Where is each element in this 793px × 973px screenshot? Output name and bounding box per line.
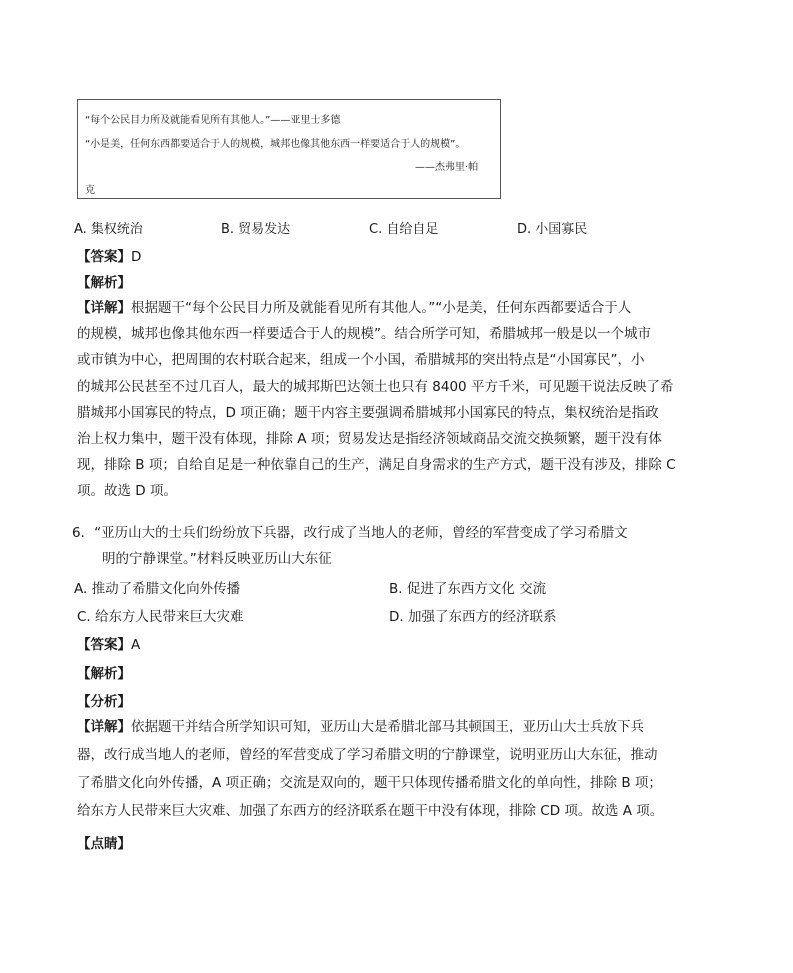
q6-option-a: A. 推动了希腊文化向外传播: [74, 581, 241, 597]
q6-option-d: D. 加强了东西方的经济联系: [389, 609, 557, 625]
q5-detail-line: 的规模，城邦也像其他东西一样要适合于人的规模”。结合所学可知，希腊城邦一般是以一个城市: [77, 326, 651, 343]
q5-option-a: A. 集权统治: [74, 222, 143, 237]
q5-answer-value: D: [131, 249, 142, 265]
q6-answer-label: 【答案】: [77, 637, 131, 653]
q5-detail-label: 【详解】: [77, 300, 131, 316]
q5-detail-line: 的城邦公民甚至不过几百人，最大的城邦斯巴达领土也只有 8400 平方千米，可见题干说法反映了希: [77, 378, 674, 395]
q5-answer: [77, 245, 141, 265]
q6-answer: [77, 633, 140, 653]
q5-option-b: B. 贸易发达: [221, 222, 291, 237]
q6-detail-line: 了希腊文化向外传播，A 项正确；交流是双向的，题干只体现传播希腊文化的单向性，排除 B 项；: [77, 775, 662, 791]
q6-detail: [77, 713, 687, 825]
quote-line-1: “每个公民目力所及就能看见所有其他人。”——亚里士多德: [85, 115, 341, 126]
q5-detail-line: 根据题干“每个公民目力所及就能看见所有其他人。”“小是美，任何东西都要适合于人: [131, 300, 632, 316]
q5-option-d: D. 小国寡民: [517, 222, 588, 237]
q5-detail-line: 或市镇为中心，把周围的农村联合起来，组成一个小国，希腊城邦的突出特点是“小国寡民”，小: [77, 352, 645, 369]
q5-detail-line: 治上权力集中，题干没有体现，排除 A 项；贸易发达是指经济领域商品交流交换频繁，题干没有体: [77, 431, 662, 448]
q6-detail-label: 【详解】: [77, 719, 131, 735]
q5-answer-label: 【答案】: [77, 249, 131, 265]
quote-line-2: “小是美，任何东西都要适合于人的规模，城邦也像其他东西一样要适合于人的规模”。: [85, 139, 466, 150]
q6-comment-label: 【点睛】: [77, 836, 131, 852]
q6-stem: [72, 520, 682, 572]
quote-line-4: 克: [85, 185, 95, 196]
q6-detail-line: 依据题干并结合所学知识可知，亚历山大是希腊北部马其顿国王，亚历山大士兵放下兵: [131, 719, 644, 735]
quote-box: [77, 99, 501, 199]
q5-detail-line: 现，排除 B 项；自给自足是一种依靠自己的生产，满足自身需求的生产方式，题干没有涉及，排除 C: [77, 457, 676, 474]
quote-attribution: ——杰弗里·帕: [415, 162, 479, 173]
q5-analysis-label: 【解析】: [77, 275, 131, 291]
q5-detail-line: 项。故选 D 项。: [77, 483, 177, 500]
q6-detail-line: 器，改行成当地人的老师，曾经的军营变成了学习希腊文明的宁静课堂，说明亚历山大东征，推动: [77, 747, 658, 763]
q6-detail-line: 给东方人民带来巨大灾难、加强了东西方的经济联系在题干中没有体现，排除 CD 项。故选 A 项。: [77, 803, 664, 819]
q6-answer-value: A: [131, 637, 141, 653]
q6-stem-line: 明的宁静课堂。”材料反映亚历山大东征: [102, 551, 332, 568]
q5-detail-line: 腊城邦小国寡民的特点，D 项正确；题干内容主要强调希腊城邦小国寡民的特点，集权统治是指政: [77, 404, 659, 421]
q5-detail: [77, 295, 687, 505]
q6-option-c: C. 给东方人民带来巨大灾难: [77, 609, 244, 625]
q5-option-c: C. 自给自足: [369, 222, 439, 237]
q6-stem-line: 6．“亚历山大的士兵们纷纷放下兵器，改行成了当地人的老师，曾经的军营变成了学习希腊文: [72, 525, 628, 541]
q6-option-b: B. 促进了东西方文化 交流: [389, 581, 547, 597]
q6-analyze-label: 【分析】: [77, 694, 131, 710]
q6-analysis-label: 【解析】: [77, 666, 131, 682]
